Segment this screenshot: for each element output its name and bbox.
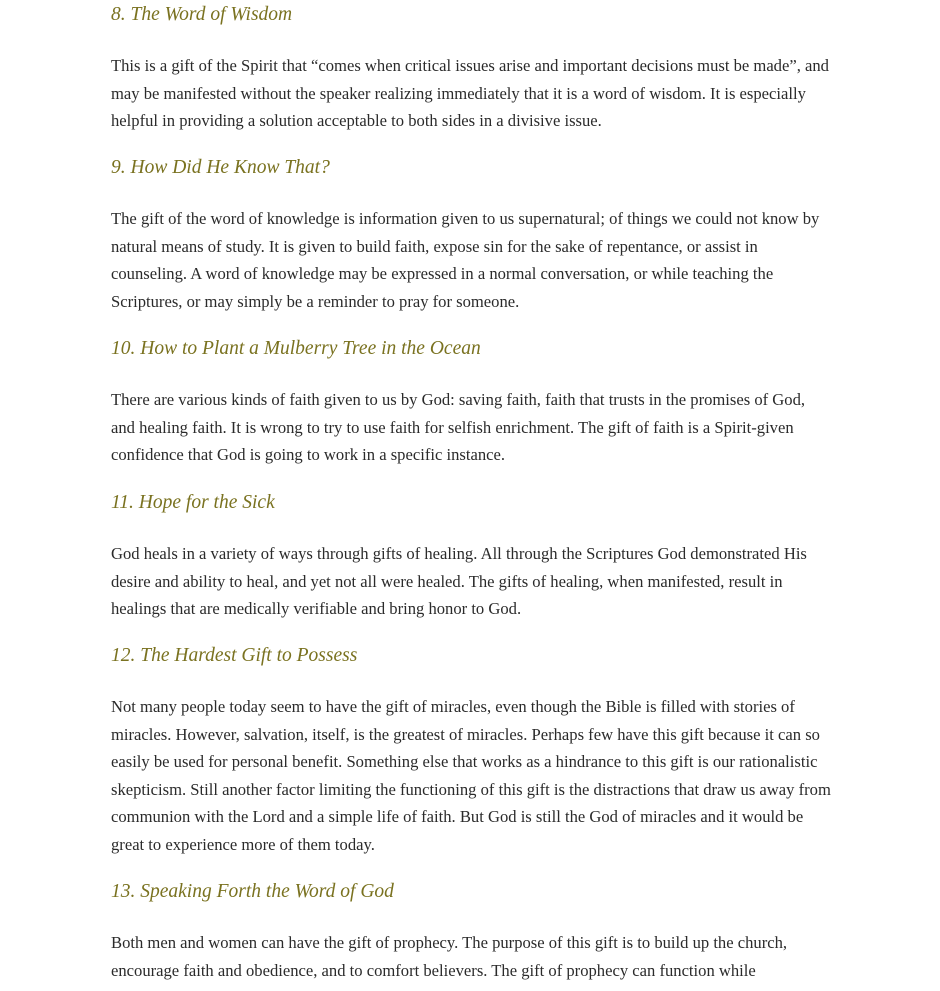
section-paragraph: Not many people today seem to have the gift of miracles, even though the Bible is filled with stories of miracles. However, salvation, itself, is the greatest of miracles. Perhaps few have this gift because it can so easily be used for personal benefit. Something else that works as a hindrance to this gift is our rationalistic skepticism. Still another factor limiting the functioning of this gift is the distractions that draw us away from communion with the Lord and a simple life of faith. But God is still the God of miracles and it would be great to experience more of them today. xyxy=(111,697,831,854)
section-paragraph: There are various kinds of faith given to us by God: saving faith, faith that trusts in the promises of God, and healing faith. It is wrong to try to use faith for selfish enrichment. The gift of faith is a Spirit-given confidence that God is going to work in a specific instance. xyxy=(111,390,806,465)
section-gifts-of-healing xyxy=(111,488,833,623)
section-heading: 13. Speaking Forth the Word of God xyxy=(111,881,394,902)
section-heading: 12. The Hardest Gift to Possess xyxy=(111,645,358,666)
section-heading: 9. How Did He Know That? xyxy=(111,157,330,178)
section-heading: 10. How to Plant a Mulberry Tree in the Ocean xyxy=(111,338,481,359)
section-gift-of-prophecy xyxy=(111,877,833,984)
section-paragraph: God heals in a variety of ways through gifts of healing. All through the Scriptures God demonstrated His desire and ability to heal, and yet not all were healed. The gifts of healing, when manifested, result in healings that are medically verifiable and bring honor to God. xyxy=(111,544,807,619)
section-paragraph: The gift of the word of knowledge is information given to us supernatural; of things we could not know by natural means of study. It is given to build faith, expose sin for the sake of repentance, or assist in counseling. A word of knowledge may be expressed in a normal conversation, or while teaching the Scriptures, or may simply be a reminder to pray for someone. xyxy=(111,209,820,311)
section-word-of-knowledge xyxy=(111,153,833,315)
section-heading: 11. Hope for the Sick xyxy=(111,492,275,513)
section-heading: 8. The Word of Wisdom xyxy=(111,4,293,25)
section-word-of-wisdom xyxy=(111,0,833,135)
section-paragraph: This is a gift of the Spirit that “comes when critical issues arise and important decisions must be made”, and may be manifested without the speaker realizing immediately that it is a word of wisdom. It is especially helpful in providing a solution acceptable to both sides in a divisive issue. xyxy=(111,56,829,131)
section-gift-of-miracles xyxy=(111,641,833,859)
section-paragraph: Both men and women can have the gift of prophecy. The purpose of this gift is to build up the church, encourage faith and obedience, and to comfort believers. The gift of prophecy can function while xyxy=(111,933,788,980)
section-gift-of-faith xyxy=(111,334,833,469)
